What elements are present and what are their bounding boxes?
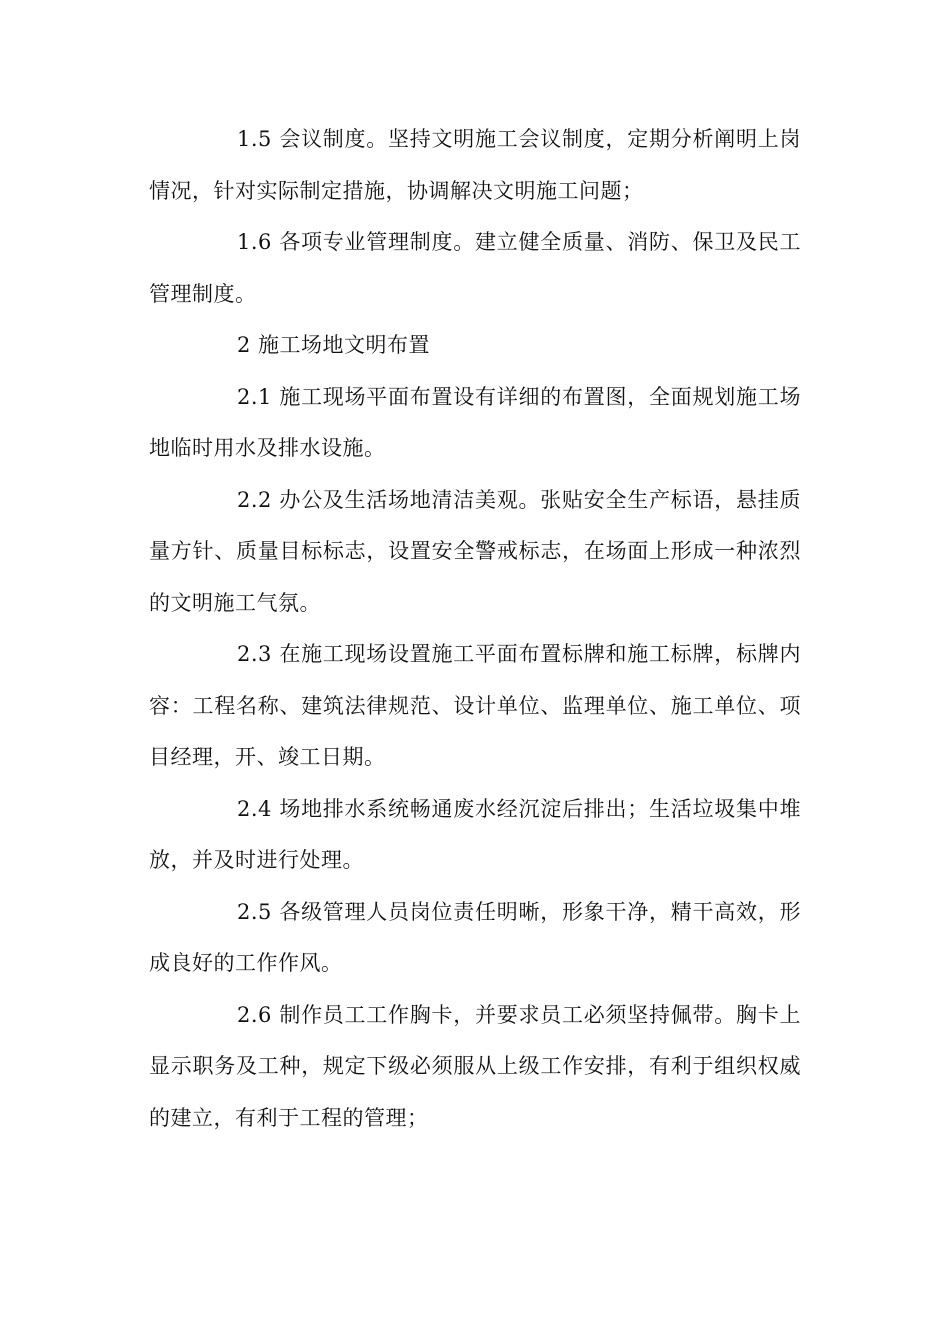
paragraph-2-3: 2.3 在施工现场设置施工平面布置标牌和施工标牌，标牌内容：工程名称、建筑法律规范、设计单位、监理单位、施工单位、项目经理，开、竣工日期。 [149,642,801,769]
paragraph-2-4: 2.4 场地排水系统畅通废水经沉淀后排出；生活垃圾集中堆放，并及时进行处理。 [149,796,801,872]
paragraph-2-2: 2.2 办公及生活场地清洁美观。张贴安全生产标语，悬挂质量方针、质量目标标志，设置安全警戒标志，在场面上形成一种浓烈的文明施工气氛。 [149,487,801,615]
paragraph-2-1: 2.1 施工现场平面布置设有详细的布置图，全面规划施工场地临时用水及排水设施。 [149,384,801,460]
paragraph-2-6: 2.6 制作员工工作胸卡，并要求员工必须坚持佩带。胸卡上显示职务及工种，规定下级必须服从上级工作安排，有利于组织权威的建立，有利于工程的管理； [149,1002,801,1130]
paragraph-1-5-meeting-system: 1.5 会议制度。坚持文明施工会议制度，定期分析阐明上岗情况，针对实际制定措施，协调解决文明施工问题； [149,127,801,203]
document-body [149,114,801,1144]
paragraph-1-6-management-systems: 1.6 各项专业管理制度。建立健全质量、消防、保卫及民工管理制度。 [149,230,801,306]
paragraph-2-5: 2.5 各级管理人员岗位责任明晰，形象干净，精干高效，形成良好的工作作风。 [149,899,801,975]
section-heading-2: 2 施工场地文明布置 [237,333,431,357]
